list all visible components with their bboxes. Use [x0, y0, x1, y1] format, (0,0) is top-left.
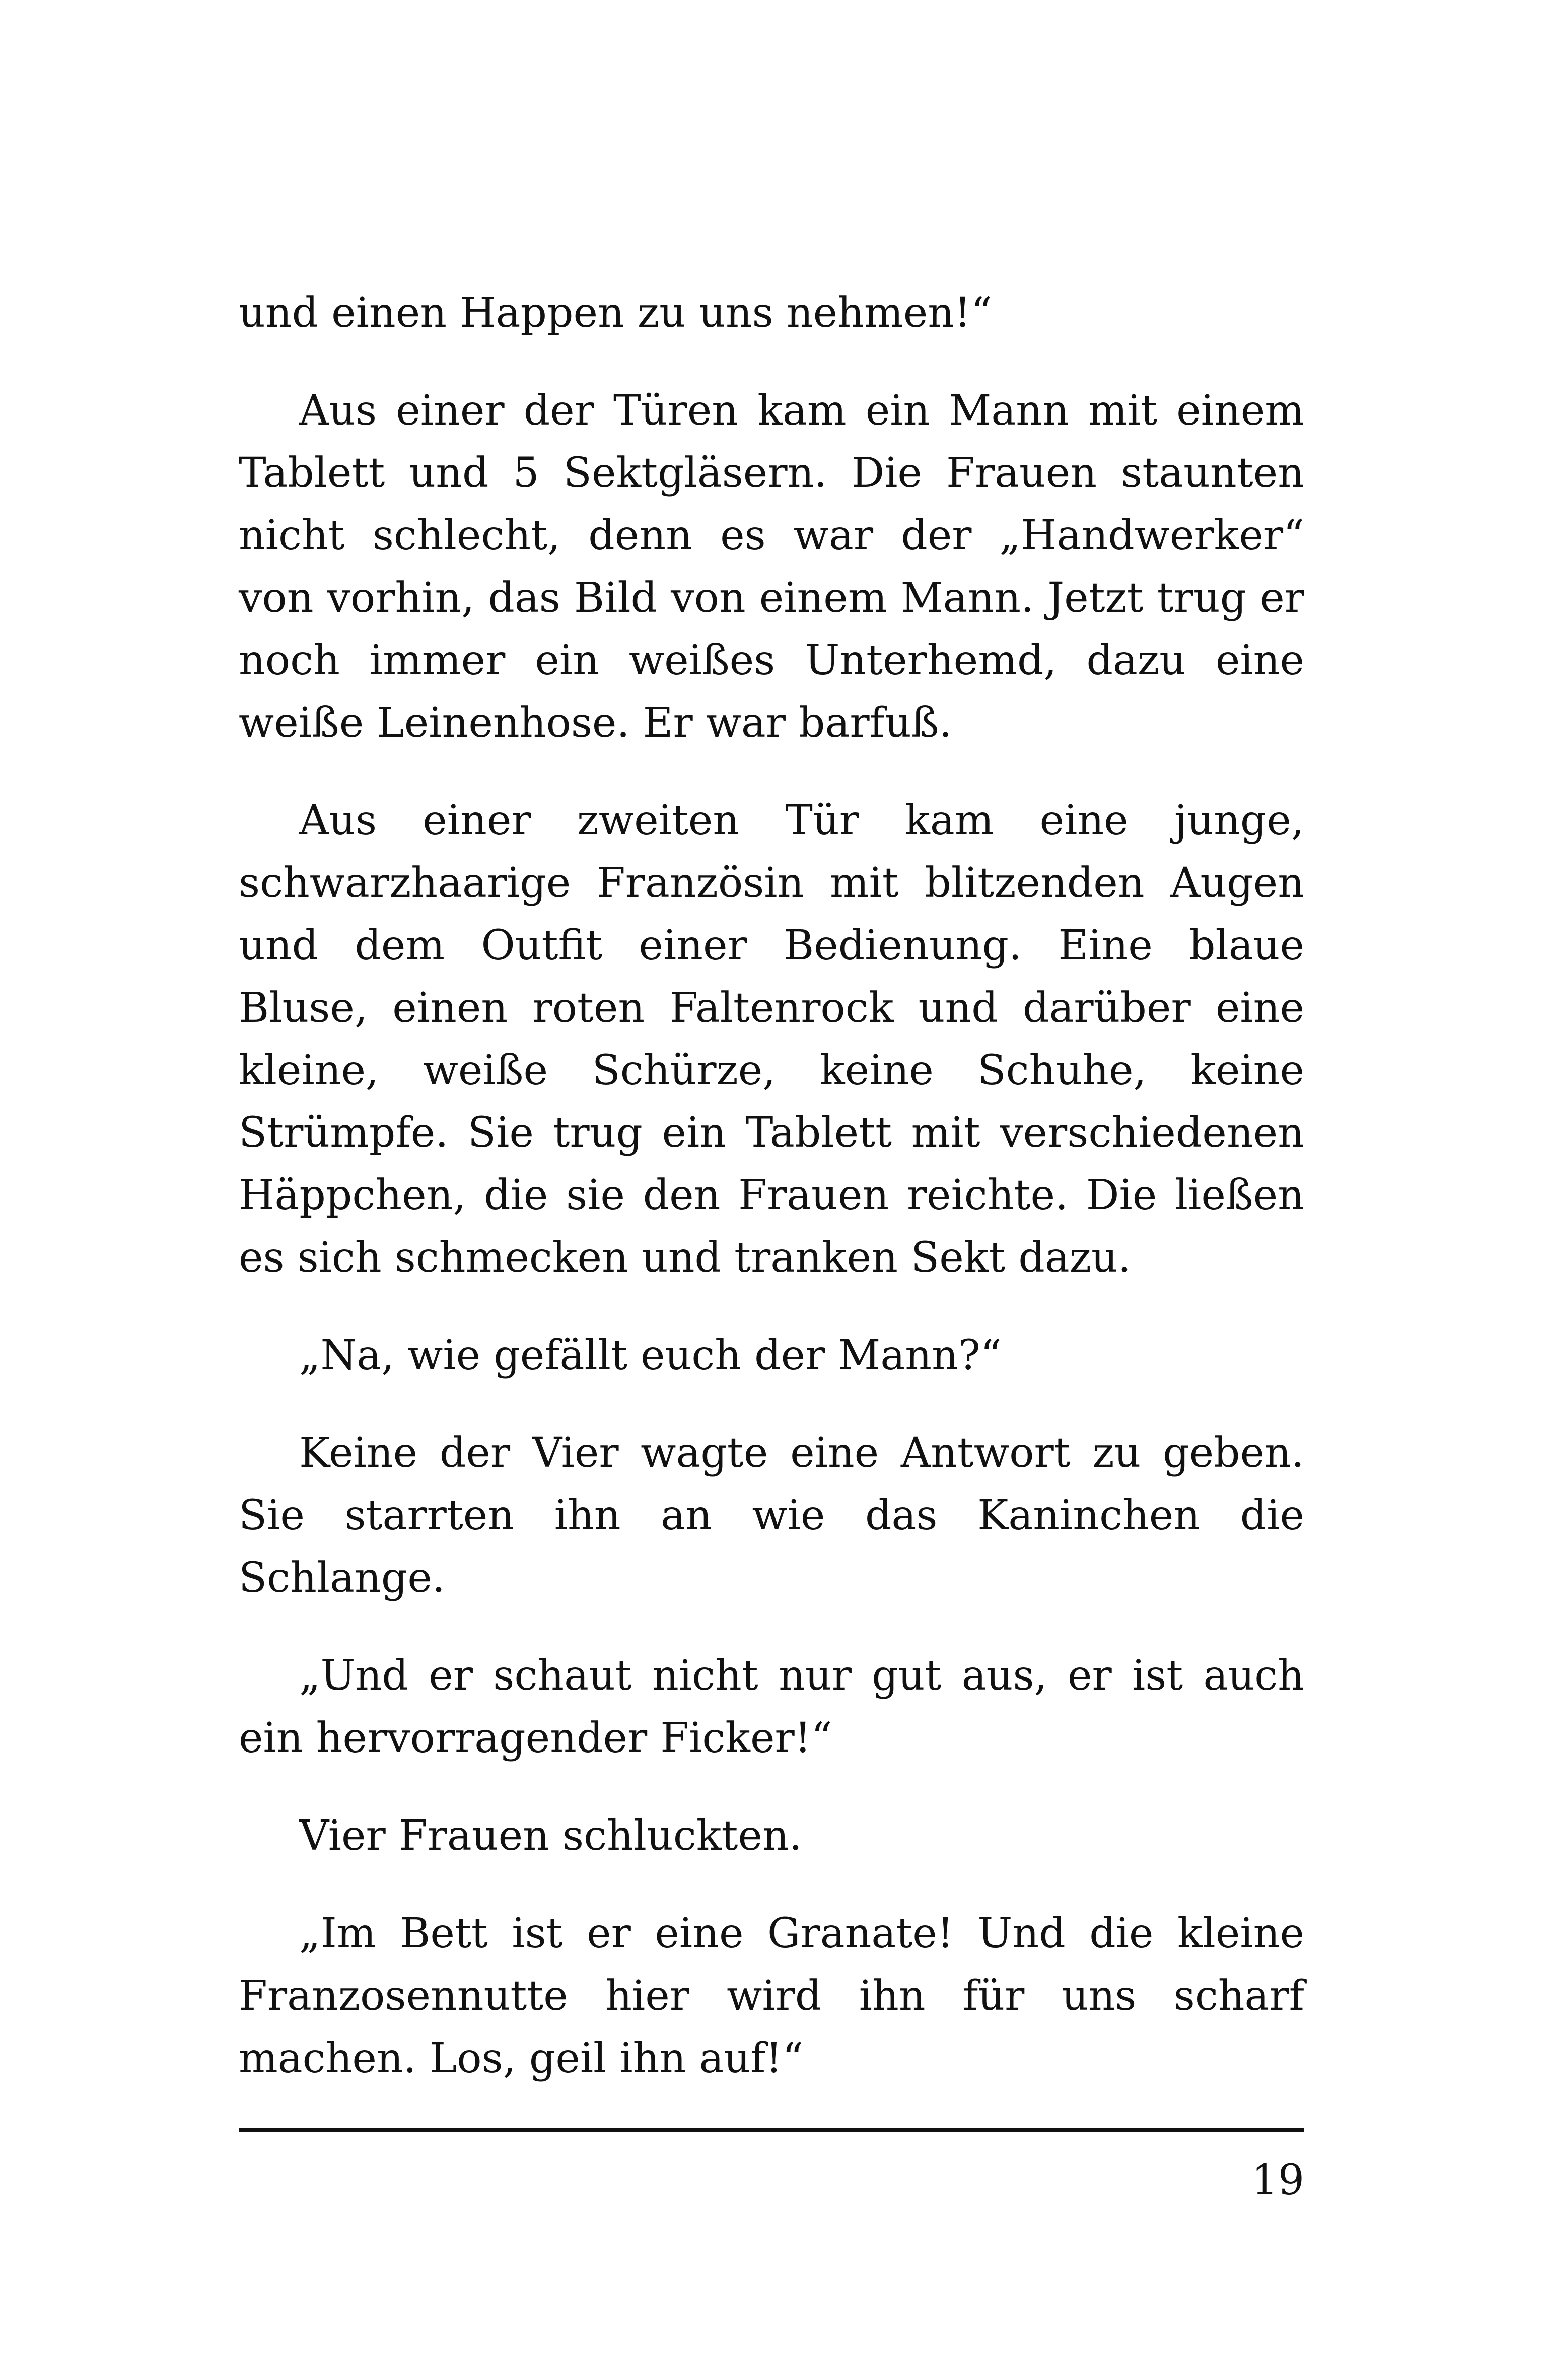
paragraph-5: Keine der Vier wagte eine Antwort zu geben. Sie starrten ihn an wie das Kaninchen die Schlange.: [239, 1429, 1304, 1602]
paragraph-6: „Und er schaut nicht nur gut aus, er ist auch ein hervorragender Ficker!“: [239, 1652, 1304, 1762]
paragraph-1: und einen Happen zu uns nehmen!“: [239, 289, 992, 337]
paragraph-3: Aus einer zweiten Tür kam eine junge, schwarzhaarige Französin mit blitzenden Augen und dem Outfit einer Bedienung. Eine blaue Bluse, einen roten Faltenrock und darüber eine kleine, weiße Schürze, keine Schuhe, keine Strümpfe. Sie trug ein Tablett mit verschiedenen Häppchen, die sie den Frauen reichte. Die ließen es sich schmecken und tranken Sekt dazu.: [239, 797, 1304, 1282]
paragraph-8: „Im Bett ist er eine Granate! Und die kleine Franzosennutte hier wird ihn für uns scharf machen. Los, geil ihn auf!“: [239, 1910, 1304, 2082]
paragraph-2: Aus einer der Türen kam ein Mann mit einem Tablett und 5 Sektgläsern. Die Frauen staunten nicht schlecht, denn es war der „Handwerker“ von vorhin, das Bild von einem Mann. Jetzt trug er noch immer ein weißes Unterhemd, dazu eine weiße Leinenhose. Er war barfuß.: [239, 387, 1304, 747]
paragraph-4: „Na, wie gefällt euch der Mann?“: [299, 1332, 1002, 1379]
paragraph-7: Vier Frauen schluckten.: [299, 1812, 802, 1860]
book-page-body: [239, 282, 1304, 2125]
page-number: 19: [1251, 2156, 1304, 2204]
footer-divider: [239, 2128, 1304, 2132]
